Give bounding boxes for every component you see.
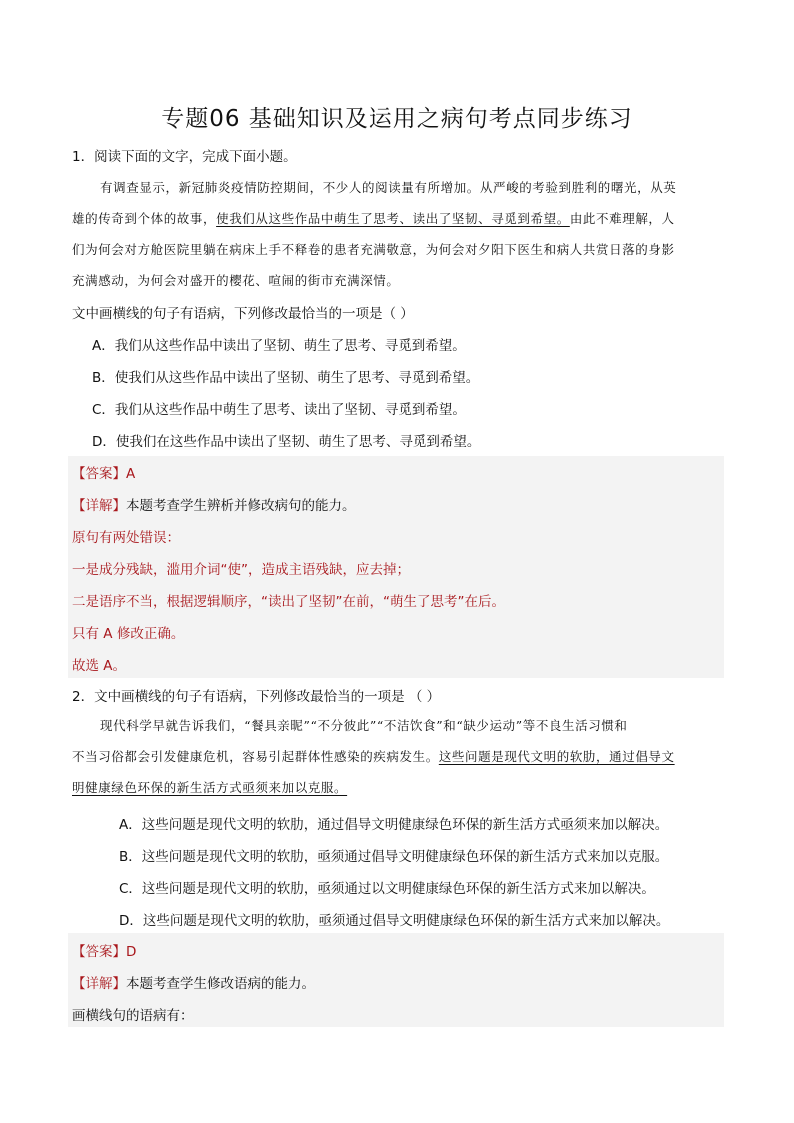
q1-passage-text: 雄的传奇到个体的故事，: [72, 211, 217, 226]
q2-stem: 2．文中画横线的句子有语病，下列修改最恰当的一项是 （ ）: [72, 689, 441, 705]
q1-option-a: A．我们从这些作品中读出了坚韧、萌生了思考、寻觅到希望。: [92, 338, 466, 354]
detail-text: 本题考查学生辨析并修改病句的能力。: [126, 498, 356, 514]
q1-explanation-line: 二是语序不当，根据逻辑顺序，“读出了坚韧”在前，“萌生了思考”在后。: [72, 594, 505, 610]
detail-tag: 【详解】: [72, 498, 126, 514]
q2-answer: [72, 940, 136, 960]
q1-question: 文中画横线的句子有语病，下列修改最恰当的一项是（ ）: [72, 306, 414, 322]
answer-value: A: [126, 466, 136, 482]
q2-detail: [72, 972, 315, 992]
q2-passage-line-2: [72, 747, 675, 765]
q1-passage-text: 由此不难理解，人: [569, 211, 675, 226]
q1-option-c: C．我们从这些作品中萌生了思考、读出了坚韧、寻觅到希望。: [92, 402, 466, 418]
q2-option-c: C．这些问题是现代文明的软肋，亟须通过以文明健康绿色环保的新生活方式来加以解决。: [119, 881, 655, 897]
q1-passage-line-3: 们为何会对方舱医院里躺在病床上手不释卷的患者充满敬意，为何会对夕阳下医生和病人共赏日落的身影: [72, 242, 675, 257]
q2-option-a: A．这些问题是现代文明的软肋，通过倡导文明健康绿色环保的新生活方式亟须来加以解决。: [119, 817, 669, 833]
q1-underlined-sentence: 使我们从这些作品中萌生了思考、读出了坚韧、寻觅到希望。: [216, 211, 570, 226]
detail-tag: 【详解】: [72, 976, 126, 992]
q1-passage-line-1: 有调查显示，新冠肺炎疫情防控期间，不少人的阅读量有所增加。从严峻的考验到胜利的曙光，从英: [100, 180, 677, 195]
q1-answer: [72, 462, 135, 482]
q1-passage-line-2: [72, 209, 675, 227]
q1-detail: [72, 494, 356, 514]
q1-explanation-line: 一是成分残缺，滥用介词“使”，造成主语残缺，应去掉；: [72, 562, 410, 578]
q1-explanation-line: 只有 A 修改正确。: [72, 626, 185, 642]
q1-option-b: B．使我们从这些作品中读出了坚韧、萌生了思考、寻觅到希望。: [92, 370, 480, 386]
page-title: 专题06 基础知识及运用之病句考点同步练习: [161, 106, 633, 132]
q1-explanation-line: 故选 A。: [72, 658, 127, 674]
answer-tag: 【答案】: [72, 944, 126, 960]
answer-tag: 【答案】: [72, 466, 126, 482]
q1-option-d: D．使我们在这些作品中读出了坚韧、萌生了思考、寻觅到希望。: [92, 434, 481, 450]
detail-text: 本题考查学生修改语病的能力。: [126, 976, 315, 992]
q2-underlined-sentence-cont: 明健康绿色环保的新生活方式亟须来加以克服。: [72, 780, 348, 795]
q2-option-b: B．这些问题是现代文明的软肋，亟须通过倡导文明健康绿色环保的新生活方式来加以克服。: [119, 849, 669, 865]
q1-explanation-line: 原句有两处错误：: [72, 530, 180, 546]
q1-stem: 1．阅读下面的文字，完成下面小题。: [72, 149, 297, 165]
q2-passage-line-1: 现代科学早就告诉我们，“餐具亲昵”“不分彼此”“不洁饮食”和“缺少运动”等不良生活习惯和: [100, 718, 628, 733]
q1-passage-line-4: 充满感动，为何会对盛开的樱花、喧闹的街市充满深情。: [72, 273, 400, 288]
q2-passage-text: 不当习俗都会引发健康危机，容易引起群体性感染的疾病发生。: [72, 749, 439, 764]
q2-explanation-line: 画横线句的语病有：: [72, 1008, 194, 1024]
answer-value: D: [126, 944, 137, 960]
q2-option-d: D．这些问题是现代文明的软肋，亟须通过倡导文明健康绿色环保的新生活方式来加以解决。: [119, 913, 670, 929]
q2-underlined-sentence: 这些问题是现代文明的软肋，通过倡导文: [438, 749, 675, 764]
